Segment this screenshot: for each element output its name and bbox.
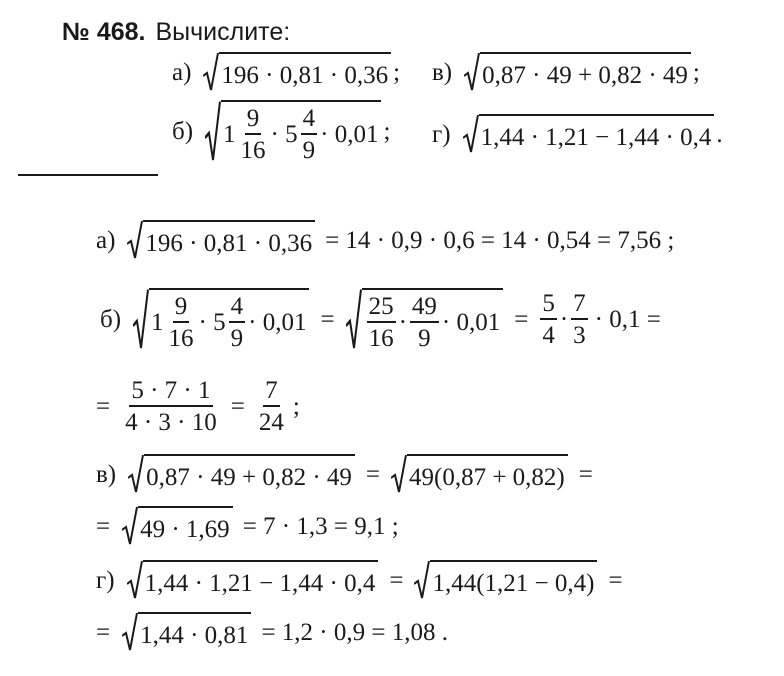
sqrt bbox=[127, 220, 315, 260]
solution-g-line1 bbox=[96, 560, 632, 600]
numerator: 4 bbox=[229, 294, 246, 323]
factor-text: · 0,01 bbox=[320, 121, 379, 148]
problem-item-g bbox=[432, 114, 723, 154]
problem-item-v bbox=[432, 52, 700, 92]
sqrt bbox=[414, 560, 597, 600]
result-text: · 0,1 = bbox=[594, 306, 661, 333]
denominator: 3 bbox=[573, 322, 586, 349]
radicand: 1,44 · 1,21 − 1,44 · 0,4 bbox=[480, 123, 712, 151]
item-label: в) bbox=[96, 460, 117, 488]
factor-text: · 0,01 bbox=[441, 309, 501, 336]
radical-sign-icon bbox=[391, 454, 407, 494]
equals-sign: = bbox=[96, 512, 111, 540]
radical-sign-icon bbox=[464, 52, 480, 92]
sqrt bbox=[133, 288, 309, 351]
solution-a bbox=[96, 220, 674, 260]
integer-part: 1 bbox=[151, 309, 164, 336]
equals-sign: = bbox=[389, 566, 404, 594]
sqrt bbox=[391, 454, 568, 494]
equals-sign: = bbox=[96, 618, 111, 646]
denominator: 16 bbox=[240, 137, 266, 164]
denominator: 9 bbox=[418, 325, 431, 352]
sqrt bbox=[128, 454, 355, 494]
equals-sign: = bbox=[96, 393, 111, 420]
radicand: 196 · 0,81 · 0,36 bbox=[221, 61, 389, 89]
numerator: 5 bbox=[540, 291, 557, 320]
numerator: 7 bbox=[263, 378, 280, 407]
radicand: 0,87 · 49 + 0,82 · 49 bbox=[482, 61, 688, 89]
radical-sign-icon bbox=[122, 506, 138, 546]
radical-sign-icon bbox=[463, 114, 479, 154]
item-label: г) bbox=[96, 566, 115, 594]
radicand: 1,44(1,21 − 0,4) bbox=[432, 569, 595, 597]
radicand: 196 · 0,81 · 0,36 bbox=[145, 229, 313, 257]
radicand: 1,44 · 1,21 − 1,44 · 0,4 bbox=[144, 569, 376, 597]
problem-title: Вычислите: bbox=[155, 18, 291, 46]
radicand: 49(0,87 + 0,82) bbox=[409, 463, 565, 491]
numerator: 25 bbox=[367, 294, 396, 323]
problem-heading bbox=[62, 18, 290, 47]
mixed-number bbox=[223, 106, 271, 163]
terminator: ; bbox=[292, 393, 300, 420]
integer-part: 1 bbox=[223, 121, 236, 148]
radicand: 0,87 · 49 + 0,82 · 49 bbox=[146, 463, 352, 491]
operator: · bbox=[559, 306, 569, 333]
item-label: г) bbox=[432, 120, 451, 148]
terminator: ; bbox=[692, 58, 700, 86]
numerator: 49 bbox=[410, 294, 439, 323]
radical-sign-icon bbox=[128, 454, 144, 494]
item-label: в) bbox=[432, 58, 453, 86]
item-label: а) bbox=[96, 226, 116, 254]
radical-sign-icon bbox=[205, 100, 221, 163]
sqrt bbox=[464, 52, 691, 92]
sqrt bbox=[122, 506, 233, 546]
factor-text: · 5 bbox=[270, 121, 298, 148]
denominator: 16 bbox=[368, 325, 394, 352]
sqrt bbox=[346, 288, 504, 351]
fraction bbox=[301, 106, 318, 163]
equals-sign: = bbox=[578, 460, 593, 488]
result-text: = 14 · 0,9 · 0,6 = 14 · 0,54 = 7,56 ; bbox=[325, 226, 675, 254]
denominator: 9 bbox=[302, 137, 316, 164]
item-label: б) bbox=[100, 306, 122, 333]
radical-sign-icon bbox=[203, 52, 219, 92]
radical-sign-icon bbox=[127, 560, 143, 600]
sqrt bbox=[127, 560, 379, 600]
numerator: 9 bbox=[173, 294, 190, 323]
problem-item-b bbox=[172, 100, 390, 163]
problem-item-a bbox=[172, 52, 400, 92]
solution-g-line2 bbox=[96, 612, 448, 652]
fraction bbox=[540, 291, 557, 348]
radical-sign-icon bbox=[414, 560, 430, 600]
radical-sign-icon bbox=[346, 288, 362, 351]
equals-sign: = bbox=[365, 460, 380, 488]
item-label: а) bbox=[172, 58, 192, 86]
fraction bbox=[239, 106, 268, 163]
equals-sign: = bbox=[514, 306, 529, 333]
operator: · bbox=[398, 309, 407, 336]
solution-b-line2 bbox=[96, 378, 300, 435]
denominator: 16 bbox=[168, 325, 194, 352]
numerator: 7 bbox=[571, 291, 588, 320]
denominator: 4 · 3 · 10 bbox=[125, 409, 217, 436]
denominator: 24 bbox=[258, 409, 284, 436]
mixed-number bbox=[151, 294, 199, 351]
equals-sign: = bbox=[230, 393, 245, 420]
solution-v-line2 bbox=[96, 506, 399, 546]
radical-sign-icon bbox=[122, 612, 138, 652]
terminator: . bbox=[716, 120, 723, 148]
problem-number: № 468. bbox=[62, 18, 146, 46]
fraction bbox=[257, 378, 286, 435]
solution-b-line1 bbox=[100, 288, 661, 351]
sqrt bbox=[463, 114, 715, 154]
factor-text: · 0,01 bbox=[248, 309, 307, 336]
sqrt bbox=[122, 612, 251, 652]
terminator: ; bbox=[393, 58, 401, 86]
denominator: 9 bbox=[230, 325, 244, 352]
radical-sign-icon bbox=[133, 288, 149, 351]
fraction bbox=[229, 294, 246, 351]
factor-text: · 5 bbox=[198, 309, 226, 336]
fraction bbox=[410, 294, 439, 351]
result-text: = 7 · 1,3 = 9,1 ; bbox=[242, 512, 399, 540]
fraction bbox=[123, 378, 219, 435]
sqrt bbox=[203, 52, 391, 92]
fraction bbox=[167, 294, 196, 351]
item-label: б) bbox=[172, 118, 194, 145]
result-text: = 1,2 · 0,9 = 1,08 . bbox=[261, 618, 448, 646]
radicand: 49 · 1,69 bbox=[140, 515, 230, 543]
denominator: 4 bbox=[542, 322, 555, 349]
terminator: ; bbox=[383, 118, 391, 145]
radical-sign-icon bbox=[127, 220, 143, 260]
numerator: 9 bbox=[245, 106, 262, 135]
fraction bbox=[367, 294, 396, 351]
equals-sign: = bbox=[608, 566, 623, 594]
fraction bbox=[571, 291, 588, 348]
numerator: 4 bbox=[301, 106, 318, 135]
divider-line bbox=[18, 174, 158, 176]
equals-sign: = bbox=[320, 306, 335, 333]
solution-v-line1 bbox=[96, 454, 602, 494]
radicand: 1,44 · 0,81 bbox=[140, 621, 249, 649]
numerator: 5 · 7 · 1 bbox=[129, 378, 212, 407]
sqrt bbox=[205, 100, 381, 163]
